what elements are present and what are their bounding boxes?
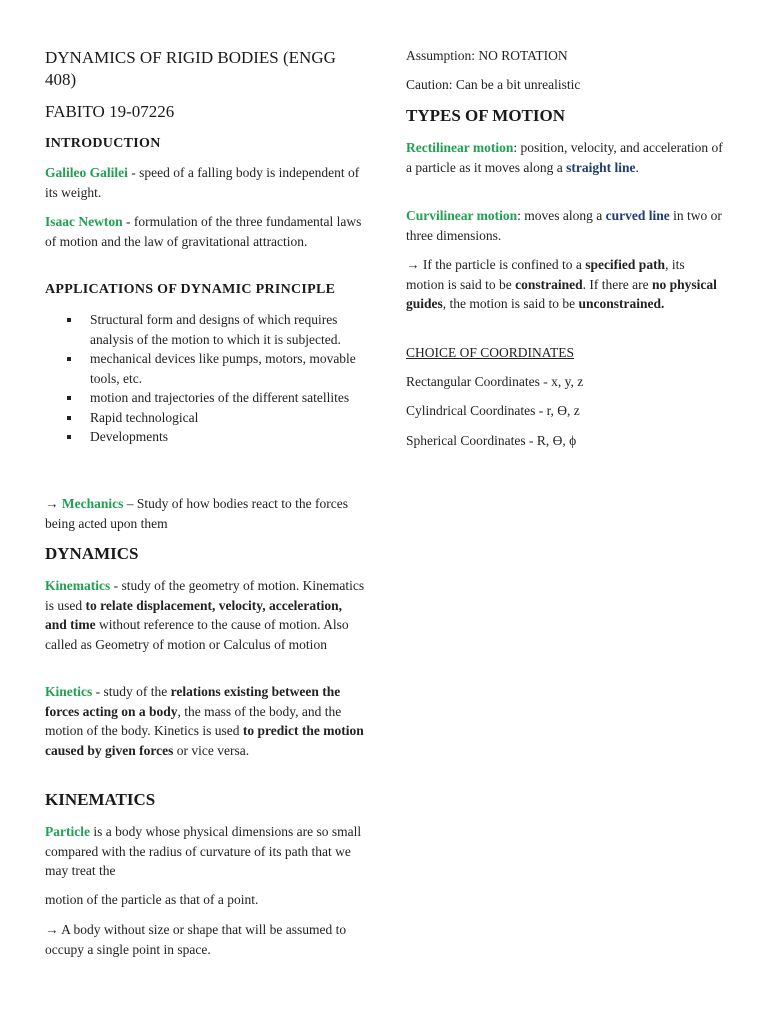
assumption-line: Assumption: NO ROTATION bbox=[406, 48, 568, 63]
curvilinear-end: in two or three dimensions. bbox=[406, 208, 722, 243]
applications-list bbox=[45, 310, 365, 447]
kinetics-text: - study of the bbox=[92, 684, 171, 699]
list-item: Rapid technological bbox=[45, 408, 365, 428]
no-physical-guides-term: no physical guides bbox=[406, 276, 717, 311]
curved-line-term: curved line bbox=[605, 208, 670, 223]
kinetics-name: Kinetics bbox=[45, 684, 93, 699]
coordinates-heading: CHOICE OF COORDINATES bbox=[406, 345, 575, 360]
list-item: mechanical devices like pumps, motors, movable tools, etc. bbox=[45, 349, 365, 388]
kinematics-text: - study of the geometry of motion. Kinematics is used bbox=[45, 578, 365, 613]
particle-name: Particle bbox=[45, 824, 90, 839]
kinematics-text-end: without reference to the cause of motion. Also called as Geometry of motion or Calculus of motion bbox=[45, 617, 349, 652]
document-title: DYNAMICS OF RIGID BODIES (ENGG 408) bbox=[45, 48, 336, 89]
specified-path-term: specified path bbox=[585, 257, 666, 272]
list-item: Developments bbox=[45, 427, 365, 447]
unconstrained-term: unconstrained. bbox=[578, 296, 665, 311]
mechanics-paragraph bbox=[45, 494, 365, 533]
constraint-paragraph bbox=[406, 255, 726, 314]
mechanics-name: Mechanics bbox=[61, 496, 124, 511]
galileo-paragraph bbox=[45, 163, 365, 202]
curvilinear-name: Curvilinear motion bbox=[406, 208, 518, 223]
dynamics-heading: DYNAMICS bbox=[45, 544, 139, 563]
kinematics-emphasis: to relate displacement, velocity, acceleration, and time bbox=[45, 597, 343, 632]
straight-line-term: straight line bbox=[566, 159, 636, 175]
newton-name: Isaac Newton bbox=[45, 214, 123, 229]
rectilinear-text: : position, velocity, and acceleration of a particle as it moves along a bbox=[406, 140, 723, 175]
newton-paragraph bbox=[45, 212, 365, 251]
particle-note: → A body without size or shape that will be assumed to occupy a single point in space. bbox=[45, 922, 347, 957]
kinetics-emphasis: relations existing between the forces acting on a body bbox=[45, 684, 341, 719]
rectilinear-end: . bbox=[635, 159, 639, 175]
curvilinear-paragraph bbox=[406, 206, 726, 245]
particle-text: is a body whose physical dimensions are so small compared with the radius of curvature of its path that we may treat the bbox=[45, 824, 362, 878]
constraint-text-3: . If there are bbox=[582, 276, 652, 292]
rectangular-coordinates: Rectangular Coordinates - x, y, z bbox=[406, 374, 584, 389]
mechanics-text: – Study of how bodies react to the forces being acted upon them bbox=[45, 496, 348, 531]
rectilinear-name: Rectilinear motion bbox=[406, 140, 514, 155]
constraint-text-2: , its motion is said to be bbox=[406, 257, 685, 292]
kinetics-text-end: or vice versa. bbox=[173, 742, 250, 758]
particle-continuation: motion of the particle as that of a point. bbox=[45, 892, 259, 907]
author-id: FABITO 19-07226 bbox=[45, 102, 175, 121]
arrow-glyph: → bbox=[45, 496, 62, 511]
list-item: motion and trajectories of the different satellites bbox=[45, 388, 365, 408]
constrained-term: constrained bbox=[515, 276, 583, 292]
cylindrical-coordinates: Cylindrical Coordinates - r, ϴ, z bbox=[406, 403, 580, 418]
kinematics-heading: KINEMATICS bbox=[45, 790, 156, 809]
kinetics-text-mid: , the mass of the body, and the motion of the body. Kinetics is used bbox=[45, 703, 342, 738]
galileo-text: - speed of a falling body is independent of its weight. bbox=[45, 165, 360, 200]
list-item: Structural form and designs of which requires analysis of the motion to which it is subjected. bbox=[45, 310, 365, 349]
galileo-name: Galileo Galilei bbox=[45, 165, 128, 180]
rectilinear-paragraph bbox=[406, 138, 726, 177]
kinematics-name: Kinematics bbox=[45, 578, 111, 593]
newton-text: - formulation of the three fundamental laws of motion and the law of gravitational attraction. bbox=[45, 214, 362, 249]
kinematics-definition bbox=[45, 576, 365, 654]
applications-heading: APPLICATIONS OF DYNAMIC PRINCIPLE bbox=[45, 282, 336, 297]
kinetics-definition bbox=[45, 682, 365, 760]
constraint-text-4: , the motion is said to be bbox=[442, 296, 579, 311]
types-of-motion-heading: TYPES OF MOTION bbox=[406, 106, 565, 125]
introduction-heading: INTRODUCTION bbox=[45, 136, 161, 151]
spherical-coordinates: Spherical Coordinates - R, ϴ, ϕ bbox=[406, 433, 577, 448]
curvilinear-text: : moves along a bbox=[517, 208, 606, 223]
kinetics-emphasis-2: to predict the motion caused by given forces bbox=[45, 723, 364, 758]
caution-line: Caution: Can be a bit unrealistic bbox=[406, 77, 581, 92]
particle-paragraph bbox=[45, 822, 365, 881]
constraint-text: → If the particle is confined to a bbox=[406, 257, 586, 272]
